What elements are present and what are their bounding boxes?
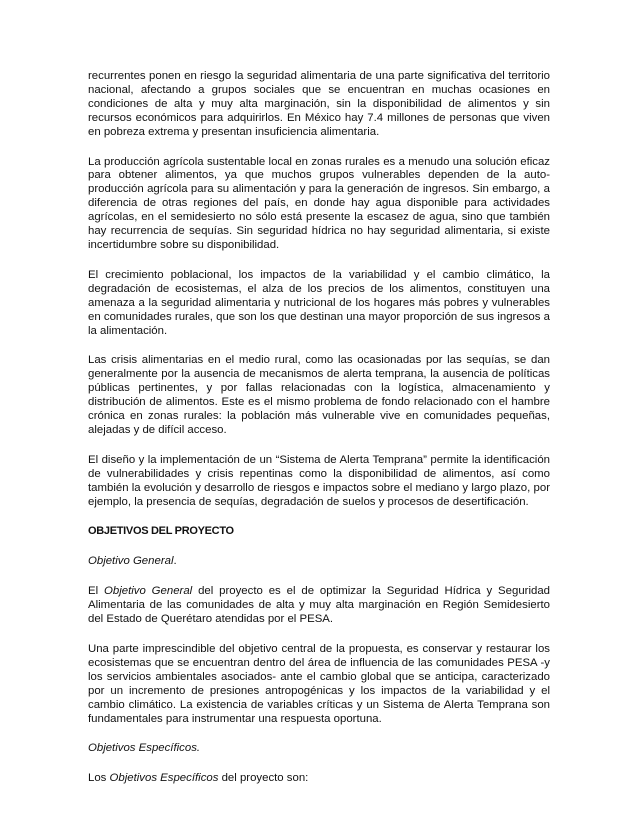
paragraph-agricultural-production: La producción agrícola sustentable local en zonas rurales es a menudo una solución eficaz para obtener alimentos, ya que muchos grupos vulnerables dependen de la auto-producción agrícola para su alimentación y para la generación de ingresos. Sin embargo, a diferencia de otras regiones del país, en donde hay agua disponible para actividades agrícolas, en el semidesierto no sólo está presente la escasez de agua, sino que también hay recurrencia de sequías. Sin seguridad hídrica no hay seguridad alimentaria, si existe incertidumbre sobre su disponibilidad. — [88, 155, 550, 251]
document-page — [88, 70, 550, 802]
paragraph-specific-objectives-intro — [88, 772, 550, 786]
specific-objectives-post: del proyecto son: — [218, 772, 309, 785]
paragraph-food-insecurity: recurrentes ponen en riesgo la seguridad alimentaria de una parte significativa del territorio nacional, afectando a grupos sociales que se encuentran en muchas ocasiones en condiciones de alta y muy alta marginación, sin la disponibilidad de alimentos y sin recursos económicos para adquirirlos. En México hay 7.4 millones de personas que viven en pobreza extrema y presentan insuficiencia alimentaria. — [88, 70, 550, 138]
specific-objectives-emphasis: Objetivos Específicos — [109, 772, 219, 785]
subheading-specific-objectives: Objetivos Específicos. — [88, 742, 201, 755]
subheading-general-label: Objetivo General — [88, 555, 174, 568]
general-objective-emphasis: Objetivo General — [104, 585, 193, 598]
paragraph-population-growth: El crecimiento poblacional, los impactos de la variabilidad y el cambio climático, la degradación de ecosistemas, el alza de los precios de los alimentos, constituyen una amenaza a la seguridad alimentaria y nutricional de los hogares más pobres y vulnerables en comunidades rurales, que son los que destinan una mayor proporción de sus ingresos a la alimentación. — [88, 268, 550, 337]
subheading-general-objective — [88, 555, 550, 569]
paragraph-food-crisis: Las crisis alimentarias en el medio rural, como las ocasionadas por las sequías, se dan generalmente por la ausencia de mecanismos de alerta temprana, la ausencia de políticas públicas pertinentes, y por fallas relacionadas con la logística, almacenamiento y distribución de alimentos. Este es el mismo problema de fondo relacionado con el hambre crónica en zonas rurales: la población más vulnerable vive en comunidades pequeñas, alejadas y de difícil acceso. — [88, 354, 550, 436]
specific-objectives-pre: Los — [88, 772, 110, 785]
paragraph-early-warning-system: El diseño y la implementación de un “Sistema de Alerta Temprana” permite la identificación de vulnerabilidades y crisis repentinas como la disponibilidad de alimentos, así como también la evolución y desarrollo de riesgos e impactos sobre el mediano y largo plazo, por ejemplo, la presencia de sequías, degradación de suelos y procesos de desertificación. — [88, 453, 550, 508]
subheading-general-suffix: . — [173, 555, 177, 568]
paragraph-ecosystem-conservation: Una parte imprescindible del objetivo central de la propuesta, es conservar y restaurar los ecosistemas que se encuentran dentro del área de influencia de las comunidades PESA -y los servicios ambientales asociados- ante el cambio global que se anticipa, caracterizado por un incremento de presiones antropogénicas y los impactos de la variabilidad y el cambio climático. La existencia de variables críticas y un Sistema de Alerta Temprana son fundamentales para instrumentar una respuesta oportuna. — [88, 643, 550, 725]
general-objective-post: del proyecto es el de optimizar la Seguridad Hídrica y Seguridad Alimentaria de las comunidades de alta y muy alta marginación en Región Semidesierto del Estado de Querétaro atendidas por el PESA. — [88, 585, 550, 626]
section-heading-objectives: OBJETIVOS DEL PROYECTO — [88, 525, 234, 538]
general-objective-pre: El — [88, 585, 105, 598]
paragraph-general-objective — [88, 585, 550, 627]
